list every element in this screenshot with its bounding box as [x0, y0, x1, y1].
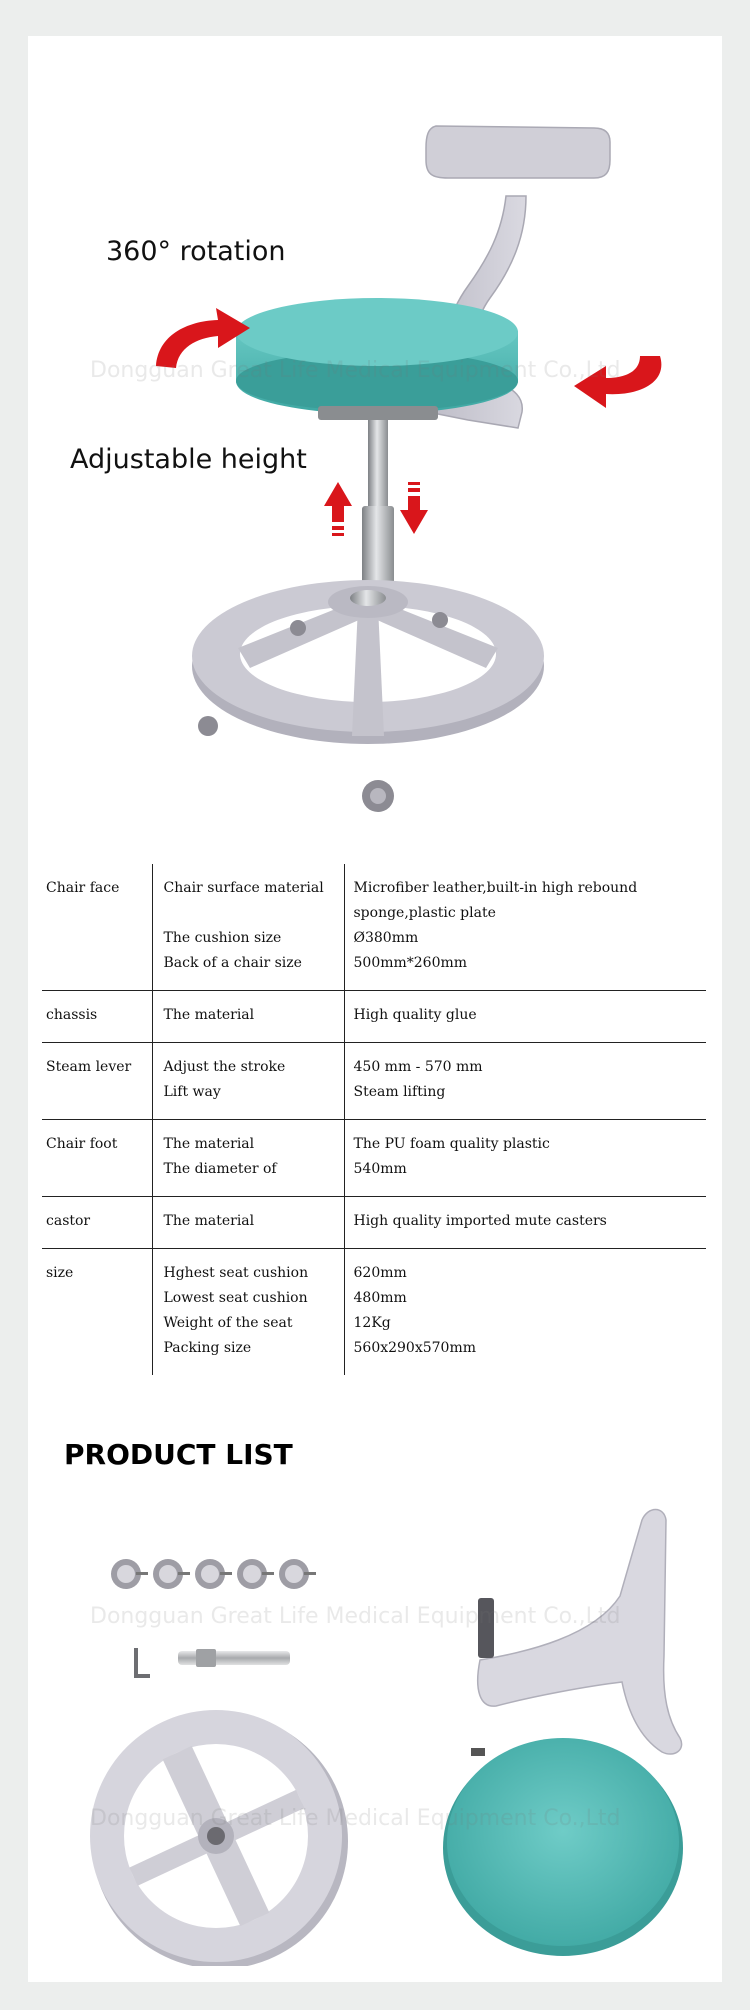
spec-value: sponge,plastic plate	[353, 905, 496, 921]
spec-row	[42, 864, 706, 991]
specification-table	[42, 864, 706, 1375]
height-label: Adjustable height	[70, 444, 307, 475]
watermark-products-1: Dongguan Great Life Medical Equipment Co.,Ltd	[90, 1604, 621, 1629]
spec-values	[344, 1043, 706, 1120]
spec-value: Microfiber leather,built-in high rebound	[353, 880, 638, 896]
product-detail-card	[28, 36, 722, 1982]
chair-illustration	[28, 36, 722, 826]
spec-value: 540mm	[353, 1161, 407, 1177]
spec-values	[344, 1249, 706, 1376]
gas-lift	[368, 406, 388, 516]
spec-category: Steam lever	[42, 1043, 152, 1120]
spec-attribute: Chair surface material	[163, 880, 324, 896]
spec-attributes	[152, 1197, 344, 1249]
spec-row	[42, 1197, 706, 1249]
spec-values	[344, 1197, 706, 1249]
spec-attribute: Back of a chair size	[163, 955, 302, 971]
backrest-part	[478, 1510, 682, 1755]
spec-value: The PU foam quality plastic	[353, 1136, 550, 1152]
spec-attribute: The material	[163, 1007, 255, 1023]
castor-set	[111, 1559, 316, 1589]
spec-attribute: Hghest seat cushion	[163, 1265, 309, 1281]
seat-part	[443, 1738, 683, 1956]
chair-base	[192, 580, 544, 744]
spec-value: Steam lifting	[353, 1084, 446, 1100]
spec-attribute: Packing size	[163, 1340, 252, 1356]
spec-row	[42, 1043, 706, 1120]
spec-attribute: The material	[163, 1136, 255, 1152]
spec-value: 12Kg	[353, 1315, 391, 1331]
spec-attribute: Weight of the seat	[163, 1315, 293, 1331]
spec-attributes	[152, 864, 344, 991]
spec-category: Chair face	[42, 864, 152, 991]
spec-value: High quality glue	[353, 1007, 477, 1023]
spec-values	[344, 991, 706, 1043]
gas-lift-part	[178, 1651, 290, 1665]
spec-attribute: The diameter of	[163, 1161, 277, 1177]
spec-category: chassis	[42, 991, 152, 1043]
chair-hero-image	[28, 36, 722, 826]
spec-value: 450 mm - 570 mm	[353, 1059, 483, 1075]
spec-category: size	[42, 1249, 152, 1376]
hex-key	[134, 1648, 150, 1678]
spec-attribute: Lift way	[163, 1084, 221, 1100]
spec-value: 480mm	[353, 1290, 407, 1306]
spec-value: 500mm*260mm	[353, 955, 468, 971]
spec-row	[42, 1249, 706, 1376]
spec-row	[42, 991, 706, 1043]
watermark: Dongguan Great Life Medical Equipment Co.,Ltd	[90, 358, 621, 383]
spec-values	[344, 1120, 706, 1197]
spec-attribute: Lowest seat cushion	[163, 1290, 308, 1306]
spec-category: Chair foot	[42, 1120, 152, 1197]
product-list-image	[28, 1476, 722, 1966]
product-list-title: PRODUCT LIST	[64, 1438, 293, 1471]
spec-attribute: The material	[163, 1213, 255, 1229]
base-ring-part	[90, 1710, 348, 1966]
spec-attributes	[152, 1043, 344, 1120]
spec-attribute: The cushion size	[163, 930, 282, 946]
spec-attribute: Adjust the stroke	[163, 1059, 286, 1075]
spec-attributes	[152, 1120, 344, 1197]
spec-value: 620mm	[353, 1265, 407, 1281]
spec-category: castor	[42, 1197, 152, 1249]
spec-value: 560x290x570mm	[353, 1340, 477, 1356]
spec-attributes	[152, 1249, 344, 1376]
rotation-label: 360° rotation	[106, 236, 286, 267]
spec-attributes	[152, 991, 344, 1043]
spec-attribute	[164, 901, 340, 926]
spec-row	[42, 1120, 706, 1197]
spec-value: High quality imported mute casters	[353, 1213, 607, 1229]
watermark-products-2: Dongguan Great Life Medical Equipment Co.,Ltd	[90, 1806, 621, 1831]
spec-value: Ø380mm	[353, 930, 419, 946]
spec-values	[344, 864, 706, 991]
